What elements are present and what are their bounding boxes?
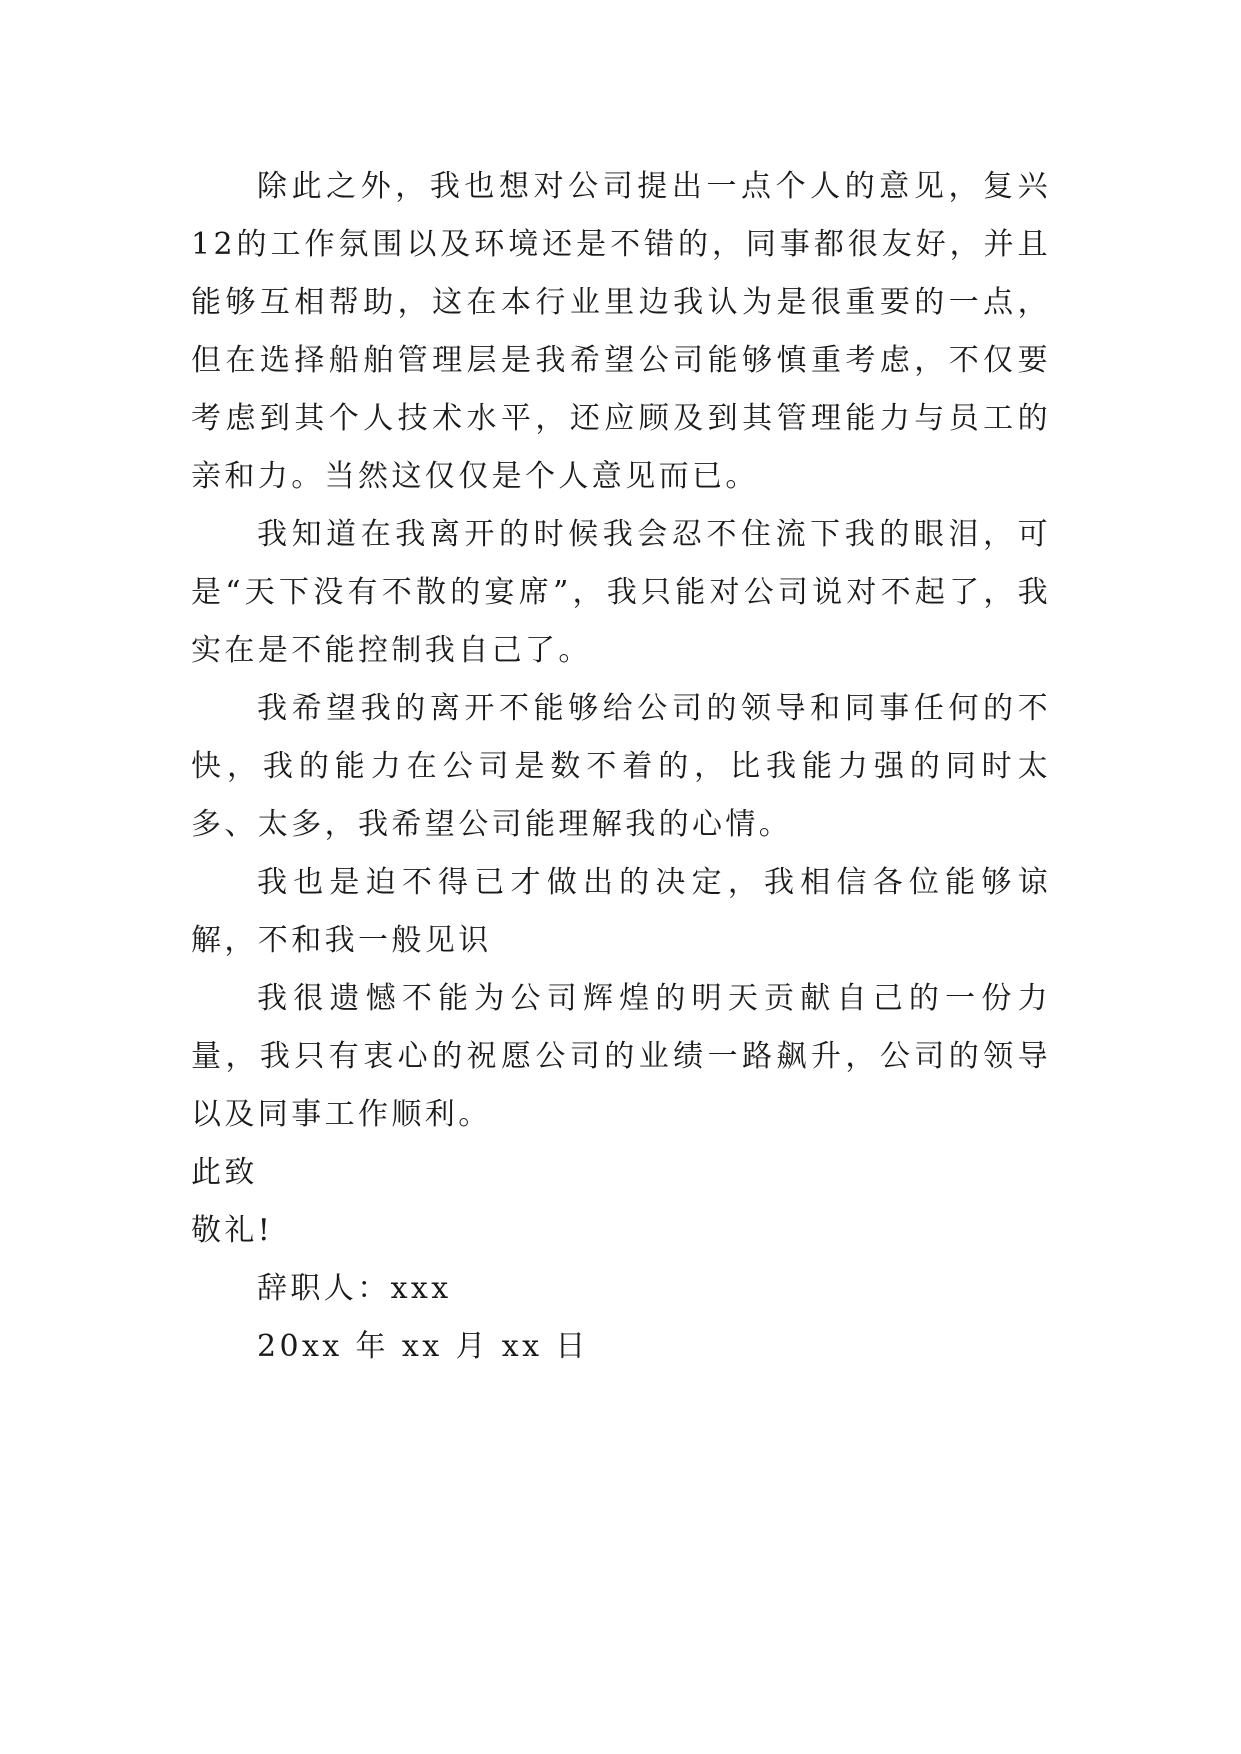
signature-line: 辞职人：xxx (257, 1271, 452, 1306)
closing-respect: 敬礼! (191, 1213, 274, 1248)
closing-salutation: 此致 (191, 1155, 258, 1190)
date-line: 20xx 年 xx 月 xx 日 (257, 1329, 589, 1364)
paragraph-suggestion: 除此之外，我也想对公司提出一点个人的意见，复兴12的工作氛围以及环境还是不错的，同事都很友好，并且能够互相帮助，这在本行业里边我认为是很重要的一点，但在选择船舶管理层是我希望公司能够慎重考虑，不仅要考虑到其个人技术水平，还应顾及到其管理能力与员工的亲和力。当然这仅仅是个人意见而已。 (191, 169, 1051, 494)
paragraph-regret: 我很遗憾不能为公司辉煌的明天贡献自己的一份力量，我只有衷心的祝愿公司的业绩一路飙升，公司的领导以及同事工作顺利。 (191, 981, 1051, 1132)
paragraph-tears: 我知道在我离开的时候我会忍不住流下我的眼泪，可是“天下没有不散的宴席”，我只能对公司说对不起了，我实在是不能控制我自己了。 (191, 517, 1051, 668)
letter-body (191, 158, 1051, 1376)
paragraph-hope: 我希望我的离开不能够给公司的领导和同事任何的不快，我的能力在公司是数不着的，比我能力强的同时太多、太多，我希望公司能理解我的心情。 (191, 691, 1051, 842)
paragraph-decision: 我也是迫不得已才做出的决定，我相信各位能够谅解，不和我一般见识 (191, 865, 1051, 958)
